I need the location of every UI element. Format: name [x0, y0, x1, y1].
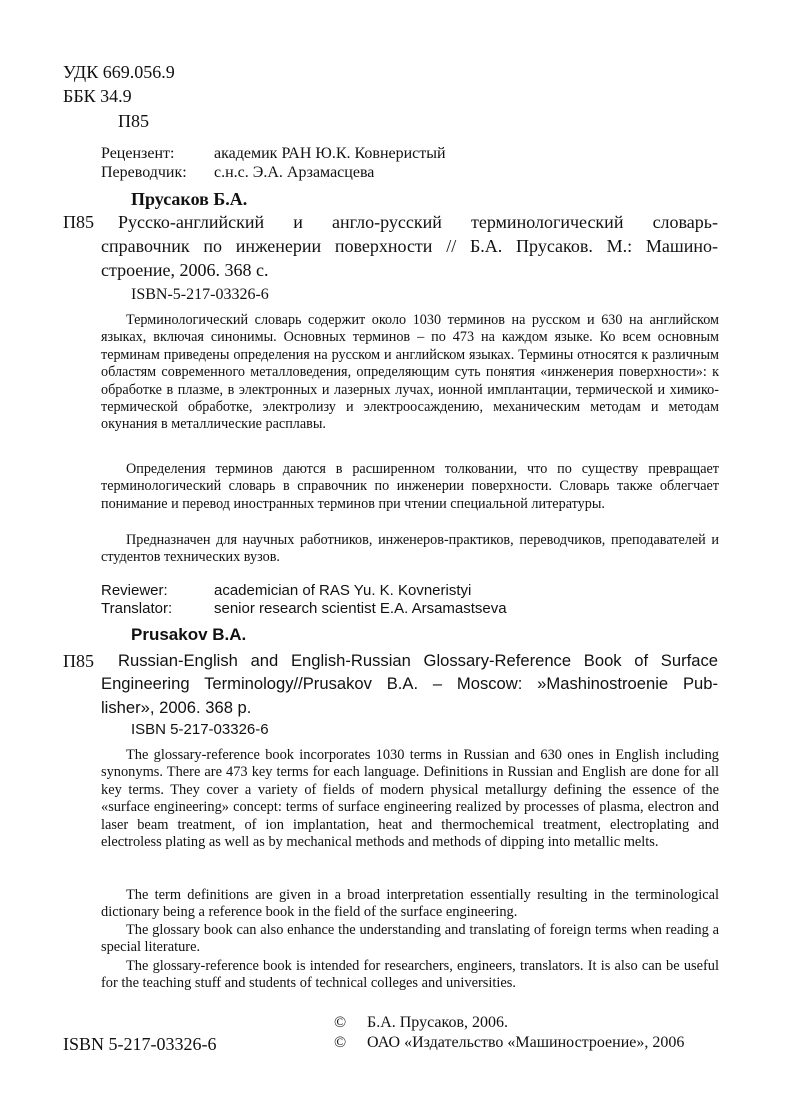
copyright-author: Б.А. Прусаков, 2006. — [367, 1014, 508, 1031]
en-isbn: ISBN 5-217-03326-6 — [131, 721, 269, 738]
ru-author: Прусаков Б.А. — [131, 189, 248, 209]
udk-code: УДК 669.056.9 — [63, 62, 175, 82]
en-code: П85 — [63, 651, 94, 671]
en-abstract-2: The term definitions are given in a broad interpretation essentially resulting in the terminological dictionary being a reference book in the field of the surface engineering. — [101, 887, 719, 921]
en-abstract-1: The glossary-reference book incorporates 1030 terms in Russian and 630 ones in English including synonyms. There are 473 key terms for each language. Definitions in Russian and English are done for all key terms. They cover a variety of fields of modern physical metallurgy defining the essence of the «surface engineering» concept: terms of surface engineering realized by processes of plasma, electron and laser beam treatment, of ion implantation, heat and thermochemical treatment, electroplating and electroless plating as well as by mechanical methods and methods of dipping into metallic melts. — [101, 747, 719, 851]
footer-isbn: ISBN 5-217-03326-6 — [63, 1034, 217, 1054]
author-code: П85 — [118, 111, 149, 131]
en-author: Prusakov B.A. — [131, 625, 247, 644]
ru-title-line-2: справочник по инженерии поверхности // Б.А. Прусаков. М.: Машино- — [101, 236, 718, 256]
copyright-symbol-publisher: © — [334, 1034, 347, 1051]
en-title-line-1: Russian-English and English-Russian Glossary-Reference Book of Surface — [118, 651, 718, 670]
ru-abstract-2: Определения терминов даются в расширенном толковании, что по существу превращает терминологический словарь в справочник по инженерии поверхности. Словарь также облегчает понимание и перевод иностранных терминов при чтении специальной литературы. — [101, 461, 719, 512]
ru-isbn: ISBN-5-217-03326-6 — [131, 286, 269, 303]
ru-title-line-1: Русско-английский и англо-русский терминологический словарь- — [118, 212, 718, 232]
ru-abstract-1: Терминологический словарь содержит около 1030 терминов на русском и 630 на английском языках, включая синонимы. Основных терминов – по 473 на каждом языке. Ко всем основным терминам приведены определения на русском и английском языках. Термины относятся к различным областям современного металловедения, определяющим суть понятия «инженерия поверхности»: к обработке в плазме, в электронных и лазерных лучах, ионной имплантации, термической и химико-термической обработке, электролизу и электроосаждению, механическим методам и методам окунания в металлические расплавы. — [101, 312, 719, 433]
en-translator-value: senior research scientist E.A. Arsamastseva — [214, 600, 507, 617]
en-reviewer-label: Reviewer: — [101, 582, 168, 599]
ru-code: П85 — [63, 212, 94, 232]
en-abstract-4: The glossary-reference book is intended for researchers, engineers, translators. It is also can be useful for the teaching stuff and students of technical colleges and universities. — [101, 958, 719, 992]
en-title-line-3: lisher», 2006. 368 p. — [101, 698, 252, 717]
ru-translator-label: Переводчик: — [101, 164, 187, 181]
ru-reviewer-label: Рецензент: — [101, 145, 175, 162]
en-translator-label: Translator: — [101, 600, 173, 617]
bbk-code: ББК 34.9 — [63, 86, 132, 106]
en-abstract-3: The glossary book can also enhance the understanding and translating of foreign terms when reading a special literature. — [101, 922, 719, 956]
ru-translator-value: с.н.с. Э.А. Арзамасцева — [214, 164, 375, 181]
copyright-publisher: ОАО «Издательство «Машиностроение», 2006 — [367, 1034, 685, 1051]
en-title-line-2: Engineering Terminology//Prusakov B.A. – Moscow: »Mashinostroenie Pub- — [101, 674, 718, 693]
copyright-symbol-author: © — [334, 1014, 347, 1031]
ru-abstract-3: Предназначен для научных работников, инженеров-практиков, переводчиков, преподавателей и студентов технических вузов. — [101, 532, 719, 566]
ru-reviewer-value: академик РАН Ю.К. Ковнеристый — [214, 145, 446, 162]
ru-title-line-3: строение, 2006. 368 с. — [101, 260, 269, 280]
en-reviewer-value: academician of RAS Yu. K. Kovneristyi — [214, 582, 472, 599]
